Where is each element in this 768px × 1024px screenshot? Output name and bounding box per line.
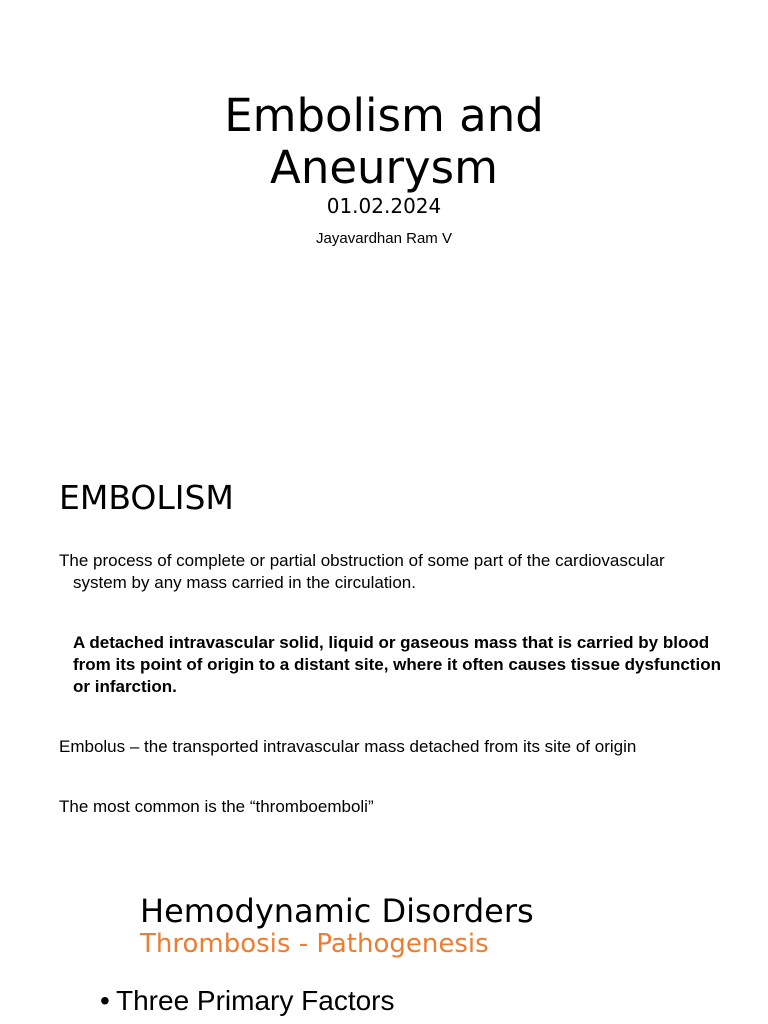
- title-line-2: Aneurysm: [270, 141, 498, 194]
- bullet-item: [100, 984, 395, 1018]
- embolus-term: Embolus – the transported intravascular mass detached from its site of origin: [59, 737, 637, 756]
- presentation-title: [84, 90, 684, 194]
- bullet-text: Three Primary Factors: [116, 985, 395, 1016]
- hemodynamic-slide: [0, 860, 768, 1024]
- presentation-date: 01.02.2024: [326, 194, 442, 218]
- title-slide: [0, 0, 768, 440]
- slide-subheading: Thrombosis - Pathogenesis: [140, 929, 489, 959]
- title-line-1: Embolism and: [224, 89, 544, 142]
- embolism-slide: [0, 440, 768, 860]
- embolism-definition: The process of complete or partial obstruction of some part of the cardiovascular system by any mass carried in the circulation.: [59, 551, 665, 592]
- embolus-definition: A detached intravascular solid, liquid or gaseous mass that is carried by blood from its point of origin to a distant site, where it often causes tissue dysfunction or infarction.: [73, 633, 721, 696]
- presentation-author: Jayavardhan Ram V: [316, 230, 452, 247]
- slide-heading: Hemodynamic Disorders: [140, 892, 534, 930]
- most-common-embolus: The most common is the “thromboemboli”: [59, 797, 374, 816]
- bullet-marker: •: [100, 985, 110, 1016]
- section-heading: EMBOLISM: [59, 478, 234, 517]
